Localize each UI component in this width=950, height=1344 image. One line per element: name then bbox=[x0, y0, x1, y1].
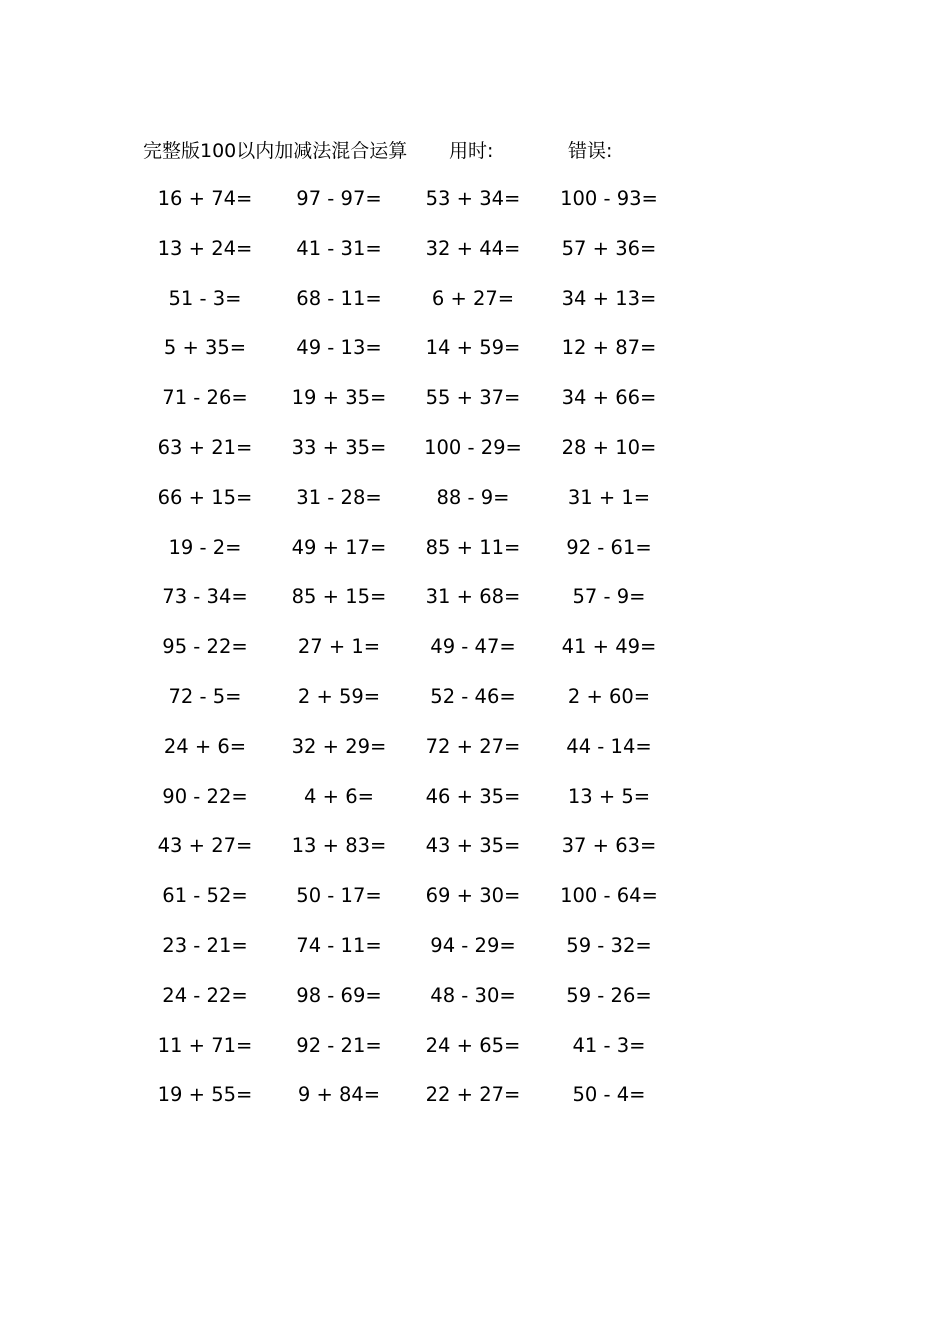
math-problem: 4 + 6= bbox=[304, 784, 374, 808]
math-problem: 88 - 9= bbox=[436, 485, 510, 509]
math-problem: 71 - 26= bbox=[162, 386, 248, 410]
problem-row bbox=[140, 433, 680, 483]
math-problem: 55 + 37= bbox=[425, 386, 521, 410]
math-problem: 9 + 84= bbox=[297, 1083, 381, 1107]
errors-label: 错误: bbox=[568, 140, 613, 162]
problem-row bbox=[140, 1031, 680, 1081]
math-problem: 44 - 14= bbox=[566, 734, 652, 758]
math-problem: 61 - 52= bbox=[162, 884, 248, 908]
math-problem: 90 - 22= bbox=[162, 784, 248, 808]
math-problem: 27 + 1= bbox=[297, 635, 381, 659]
math-problem: 5 + 35= bbox=[163, 336, 247, 360]
problem-row bbox=[140, 632, 680, 682]
math-problem: 48 - 30= bbox=[430, 983, 516, 1007]
math-problem: 31 + 68= bbox=[425, 585, 521, 609]
problem-row bbox=[140, 831, 680, 881]
math-problem: 68 - 11= bbox=[296, 286, 382, 310]
math-problem: 49 - 47= bbox=[430, 635, 516, 659]
math-problem: 33 + 35= bbox=[291, 435, 387, 459]
math-problem: 100 - 29= bbox=[424, 435, 522, 459]
problem-row bbox=[140, 184, 680, 234]
math-problem: 72 + 27= bbox=[425, 734, 521, 758]
math-problem: 2 + 59= bbox=[297, 684, 381, 708]
math-problem: 31 + 1= bbox=[567, 485, 651, 509]
math-problem: 69 + 30= bbox=[425, 884, 521, 908]
math-problem: 19 + 35= bbox=[291, 386, 387, 410]
math-problem: 63 + 21= bbox=[157, 435, 253, 459]
problem-row bbox=[140, 383, 680, 433]
problem-row bbox=[140, 981, 680, 1031]
math-problem: 52 - 46= bbox=[430, 684, 516, 708]
math-problem: 100 - 64= bbox=[560, 884, 658, 908]
math-problem: 31 - 28= bbox=[296, 485, 382, 509]
math-problem: 41 + 49= bbox=[561, 635, 657, 659]
math-problem: 16 + 74= bbox=[157, 187, 253, 210]
math-problem: 37 + 63= bbox=[561, 834, 657, 858]
math-problem: 46 + 35= bbox=[425, 784, 521, 808]
problem-row bbox=[140, 1080, 680, 1130]
math-problem: 11 + 71= bbox=[157, 1033, 253, 1057]
problem-row bbox=[140, 483, 680, 533]
math-problem: 19 + 55= bbox=[157, 1083, 253, 1107]
math-problem: 49 + 17= bbox=[291, 535, 387, 559]
math-problem: 34 + 66= bbox=[561, 386, 657, 410]
problem-row bbox=[140, 881, 680, 931]
math-problem: 53 + 34= bbox=[425, 187, 521, 210]
worksheet-title: 完整版100以内加减法混合运算 bbox=[143, 140, 408, 162]
math-problem: 98 - 69= bbox=[296, 983, 382, 1007]
problem-row bbox=[140, 234, 680, 284]
math-problem: 49 - 13= bbox=[296, 336, 382, 360]
math-problem: 72 - 5= bbox=[168, 684, 242, 708]
problem-grid bbox=[140, 184, 680, 1130]
math-problem: 43 + 35= bbox=[425, 834, 521, 858]
math-problem: 85 + 15= bbox=[291, 585, 387, 609]
math-problem: 41 - 3= bbox=[572, 1033, 646, 1057]
math-problem: 34 + 13= bbox=[561, 286, 657, 310]
problem-row bbox=[140, 333, 680, 383]
math-problem: 92 - 21= bbox=[296, 1033, 382, 1057]
math-problem: 24 + 65= bbox=[425, 1033, 521, 1057]
math-problem: 57 - 9= bbox=[572, 585, 646, 609]
problem-row bbox=[140, 931, 680, 981]
math-problem: 41 - 31= bbox=[296, 236, 382, 260]
math-problem: 66 + 15= bbox=[157, 485, 253, 509]
math-problem: 95 - 22= bbox=[162, 635, 248, 659]
math-problem: 51 - 3= bbox=[168, 286, 242, 310]
problem-row bbox=[140, 782, 680, 832]
math-problem: 94 - 29= bbox=[430, 933, 516, 957]
math-problem: 100 - 93= bbox=[560, 187, 658, 210]
problem-row bbox=[140, 732, 680, 782]
math-problem: 50 - 17= bbox=[296, 884, 382, 908]
problem-row bbox=[140, 533, 680, 583]
math-problem: 73 - 34= bbox=[162, 585, 248, 609]
math-problem: 85 + 11= bbox=[425, 535, 521, 559]
math-problem: 59 - 26= bbox=[566, 983, 652, 1007]
math-problem: 2 + 60= bbox=[567, 684, 651, 708]
time-used-label: 用时: bbox=[449, 140, 494, 162]
math-problem: 28 + 10= bbox=[561, 435, 657, 459]
math-problem: 14 + 59= bbox=[425, 336, 521, 360]
problem-row bbox=[140, 284, 680, 334]
math-problem: 32 + 44= bbox=[425, 236, 521, 260]
math-problem: 43 + 27= bbox=[157, 834, 253, 858]
math-problem: 57 + 36= bbox=[561, 236, 657, 260]
math-problem: 13 + 5= bbox=[567, 784, 651, 808]
math-problem: 24 + 6= bbox=[163, 734, 247, 758]
math-problem: 97 - 97= bbox=[296, 187, 382, 210]
math-problem: 12 + 87= bbox=[561, 336, 657, 360]
math-problem: 92 - 61= bbox=[566, 535, 652, 559]
math-problem: 23 - 21= bbox=[162, 933, 248, 957]
math-problem: 74 - 11= bbox=[296, 933, 382, 957]
math-problem: 13 + 83= bbox=[291, 834, 387, 858]
math-problem: 50 - 4= bbox=[572, 1083, 646, 1107]
math-problem: 19 - 2= bbox=[168, 535, 242, 559]
math-problem: 24 - 22= bbox=[162, 983, 248, 1007]
math-problem: 59 - 32= bbox=[566, 933, 652, 957]
math-problem: 6 + 27= bbox=[431, 286, 515, 310]
math-problem: 22 + 27= bbox=[425, 1083, 521, 1107]
worksheet-header bbox=[143, 136, 743, 166]
problem-row bbox=[140, 682, 680, 732]
math-problem: 32 + 29= bbox=[291, 734, 387, 758]
math-problem: 13 + 24= bbox=[157, 236, 253, 260]
problem-row bbox=[140, 582, 680, 632]
